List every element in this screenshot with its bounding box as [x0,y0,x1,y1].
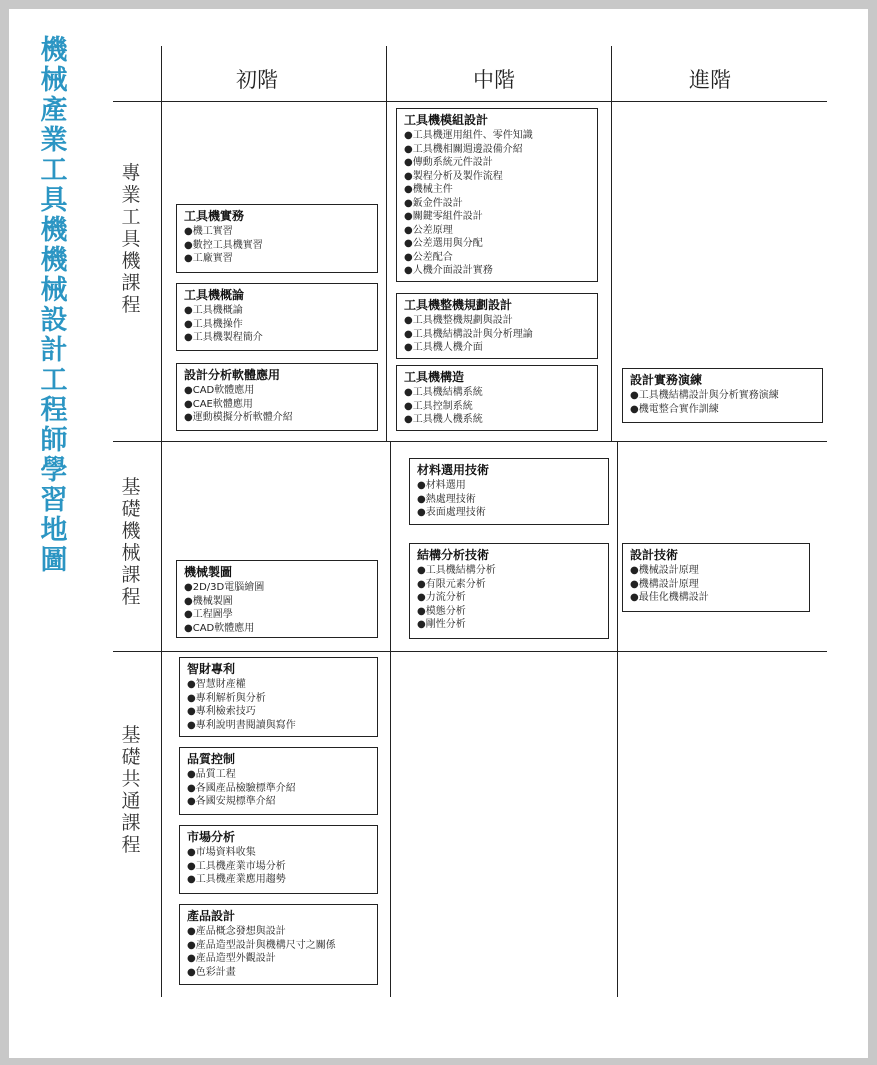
course-item: ● 產品概念發想與設計 [187,925,371,939]
grid-line-row2 [113,651,827,652]
course-item-list [184,225,371,266]
course-item-list [184,581,371,635]
course-item: ● 關鍵零組件設計 [404,210,591,224]
course-item-list [187,925,371,979]
course-box-design-practice [622,368,823,423]
course-item: ● 產品造型設計與機構尺寸之關係 [187,939,371,953]
course-box-title: 工具機模組設計 [404,113,489,127]
course-item-list [630,564,803,605]
course-item: ● 製程分析及製作流程 [404,170,591,184]
course-item: ● 工具機概論 [184,304,371,318]
course-box-mechanical-drawing [176,560,378,638]
course-box-structure-analysis [409,543,609,639]
row-header-professional: 專業工具機課程 [121,162,141,316]
course-box-title: 工具機整機規劃設計 [404,298,513,312]
course-box-title: 工具機構造 [404,370,465,384]
course-item: ● 工具機結構設計與分析理論 [404,328,591,342]
course-item: ● 工具機人機系統 [404,413,591,427]
course-item-list [187,846,371,887]
course-item-list [404,386,591,427]
course-item: ● 機電整合實作訓練 [630,403,816,417]
grid-line-col1a [386,46,387,441]
course-item: ● 工具機產業應用趨勢 [187,873,371,887]
course-item: ● 公差原理 [404,224,591,238]
course-item: ● 色彩計畫 [187,966,371,980]
course-item-list [417,479,602,520]
course-item: ● 工具機產業市場分析 [187,860,371,874]
page-title: 機械產業工具機機械設計工程師學習地圖 [40,35,68,576]
grid-line-col0 [161,46,162,997]
course-box-title: 結構分析技術 [417,548,490,562]
course-box-title: 設計技術 [630,548,679,562]
course-item: ● 剛性分析 [417,618,602,632]
course-item: ● CAD軟體應用 [184,384,371,398]
course-item: ● 專利解析與分析 [187,692,371,706]
course-item: ● 智慧財產權 [187,678,371,692]
course-item: ● 表面處理技術 [417,506,602,520]
grid-line-col2b [617,441,618,997]
course-item: ● 工具機結構系統 [404,386,591,400]
course-box-product-design [179,904,378,985]
course-item: ● 產品造型外觀設計 [187,952,371,966]
course-item: ● 公差選用與分配 [404,237,591,251]
course-item: ● 最佳化機構設計 [630,591,803,605]
course-item-list [187,768,371,809]
course-item: ● 公差配合 [404,251,591,265]
grid-line-header [113,101,827,102]
course-box-machine-tool-structure [396,365,598,431]
column-header-intermediate: 中階 [473,68,515,92]
course-item: ● 專利說明書閱讀與寫作 [187,719,371,733]
course-item: ● 工具機運用組件、零件知識 [404,129,591,143]
course-item: ● 工具控制系統 [404,400,591,414]
course-item: ● 專利檢索技巧 [187,705,371,719]
course-item: ● 機械製圖 [184,595,371,609]
course-item: ● 2D/3D電腦繪圖 [184,581,371,595]
grid-line-row1 [113,441,827,442]
course-item: ● 市場資料收集 [187,846,371,860]
course-box-title: 產品設計 [187,909,236,923]
course-item: ● 各國安規標準介紹 [187,795,371,809]
course-item: ● 力流分析 [417,591,602,605]
column-header-beginner: 初階 [236,68,278,92]
course-box-intellectual-property [179,657,378,737]
course-item: ● 運動模擬分析軟體介紹 [184,411,371,425]
course-box-title: 設計實務演練 [630,373,703,387]
course-box-title: 市場分析 [187,830,236,844]
course-item-list [187,678,371,732]
course-item-list [404,129,591,278]
course-item: ● 有限元素分析 [417,578,602,592]
course-item: ● 工具機製程簡介 [184,331,371,345]
row-header-basic-mechanical: 基礎機械課程 [121,476,141,608]
course-box-material-selection [409,458,609,525]
course-item: ● 鈑金件設計 [404,197,591,211]
course-box-title: 工具機概論 [184,288,245,302]
course-item: ● 工具機結構分析 [417,564,602,578]
course-item: ● 數控工具機實習 [184,239,371,253]
course-item: ● 材料選用 [417,479,602,493]
course-item: ● 各國產品檢驗標準介紹 [187,782,371,796]
course-box-title: 材料選用技術 [417,463,490,477]
course-item-list [184,304,371,345]
course-item: ● 機械主件 [404,183,591,197]
course-box-module-design [396,108,598,282]
grid-line-col2a [611,46,612,441]
course-item: ● 機工實習 [184,225,371,239]
row-header-basic-common: 基礎共通課程 [121,724,141,856]
column-header-advanced: 進階 [689,68,731,92]
course-box-title: 工具機實務 [184,209,245,223]
course-item: ● 工具機結構設計與分析實務演練 [630,389,816,403]
course-item: ● 模態分析 [417,605,602,619]
course-item: ● 工程圖學 [184,608,371,622]
course-item-list [184,384,371,425]
course-item-list [630,389,816,416]
course-item-list [404,314,591,355]
course-item: ● 工具機相關週邊設備介紹 [404,143,591,157]
course-item: ● 人機介面設計實務 [404,264,591,278]
course-item: ● CAD軟體應用 [184,622,371,636]
grid-line-col1b [390,441,391,997]
course-item: ● 機械設計原理 [630,564,803,578]
course-item: ● 品質工程 [187,768,371,782]
course-box-whole-machine-design [396,293,598,359]
course-item: ● 工廠實習 [184,252,371,266]
course-box-design-software [176,363,378,431]
course-box-title: 品質控制 [187,752,236,766]
course-box-machine-tool-intro [176,283,378,351]
course-item: ● 工具機操作 [184,318,371,332]
course-item: ● 工具機人機介面 [404,341,591,355]
course-item: ● 工具機整機規劃與設計 [404,314,591,328]
course-box-title: 設計分析軟體應用 [184,368,281,382]
course-box-title: 機械製圖 [184,565,233,579]
course-box-title: 智財專利 [187,662,236,676]
course-item: ● 傳動系統元件設計 [404,156,591,170]
course-box-quality-control [179,747,378,815]
course-item: ● 熱處理技術 [417,493,602,507]
course-item: ● 機構設計原理 [630,578,803,592]
course-box-design-technology [622,543,810,612]
course-box-machine-tool-practice [176,204,378,273]
course-item: ● CAE軟體應用 [184,398,371,412]
course-item-list [417,564,602,632]
course-box-market-analysis [179,825,378,894]
